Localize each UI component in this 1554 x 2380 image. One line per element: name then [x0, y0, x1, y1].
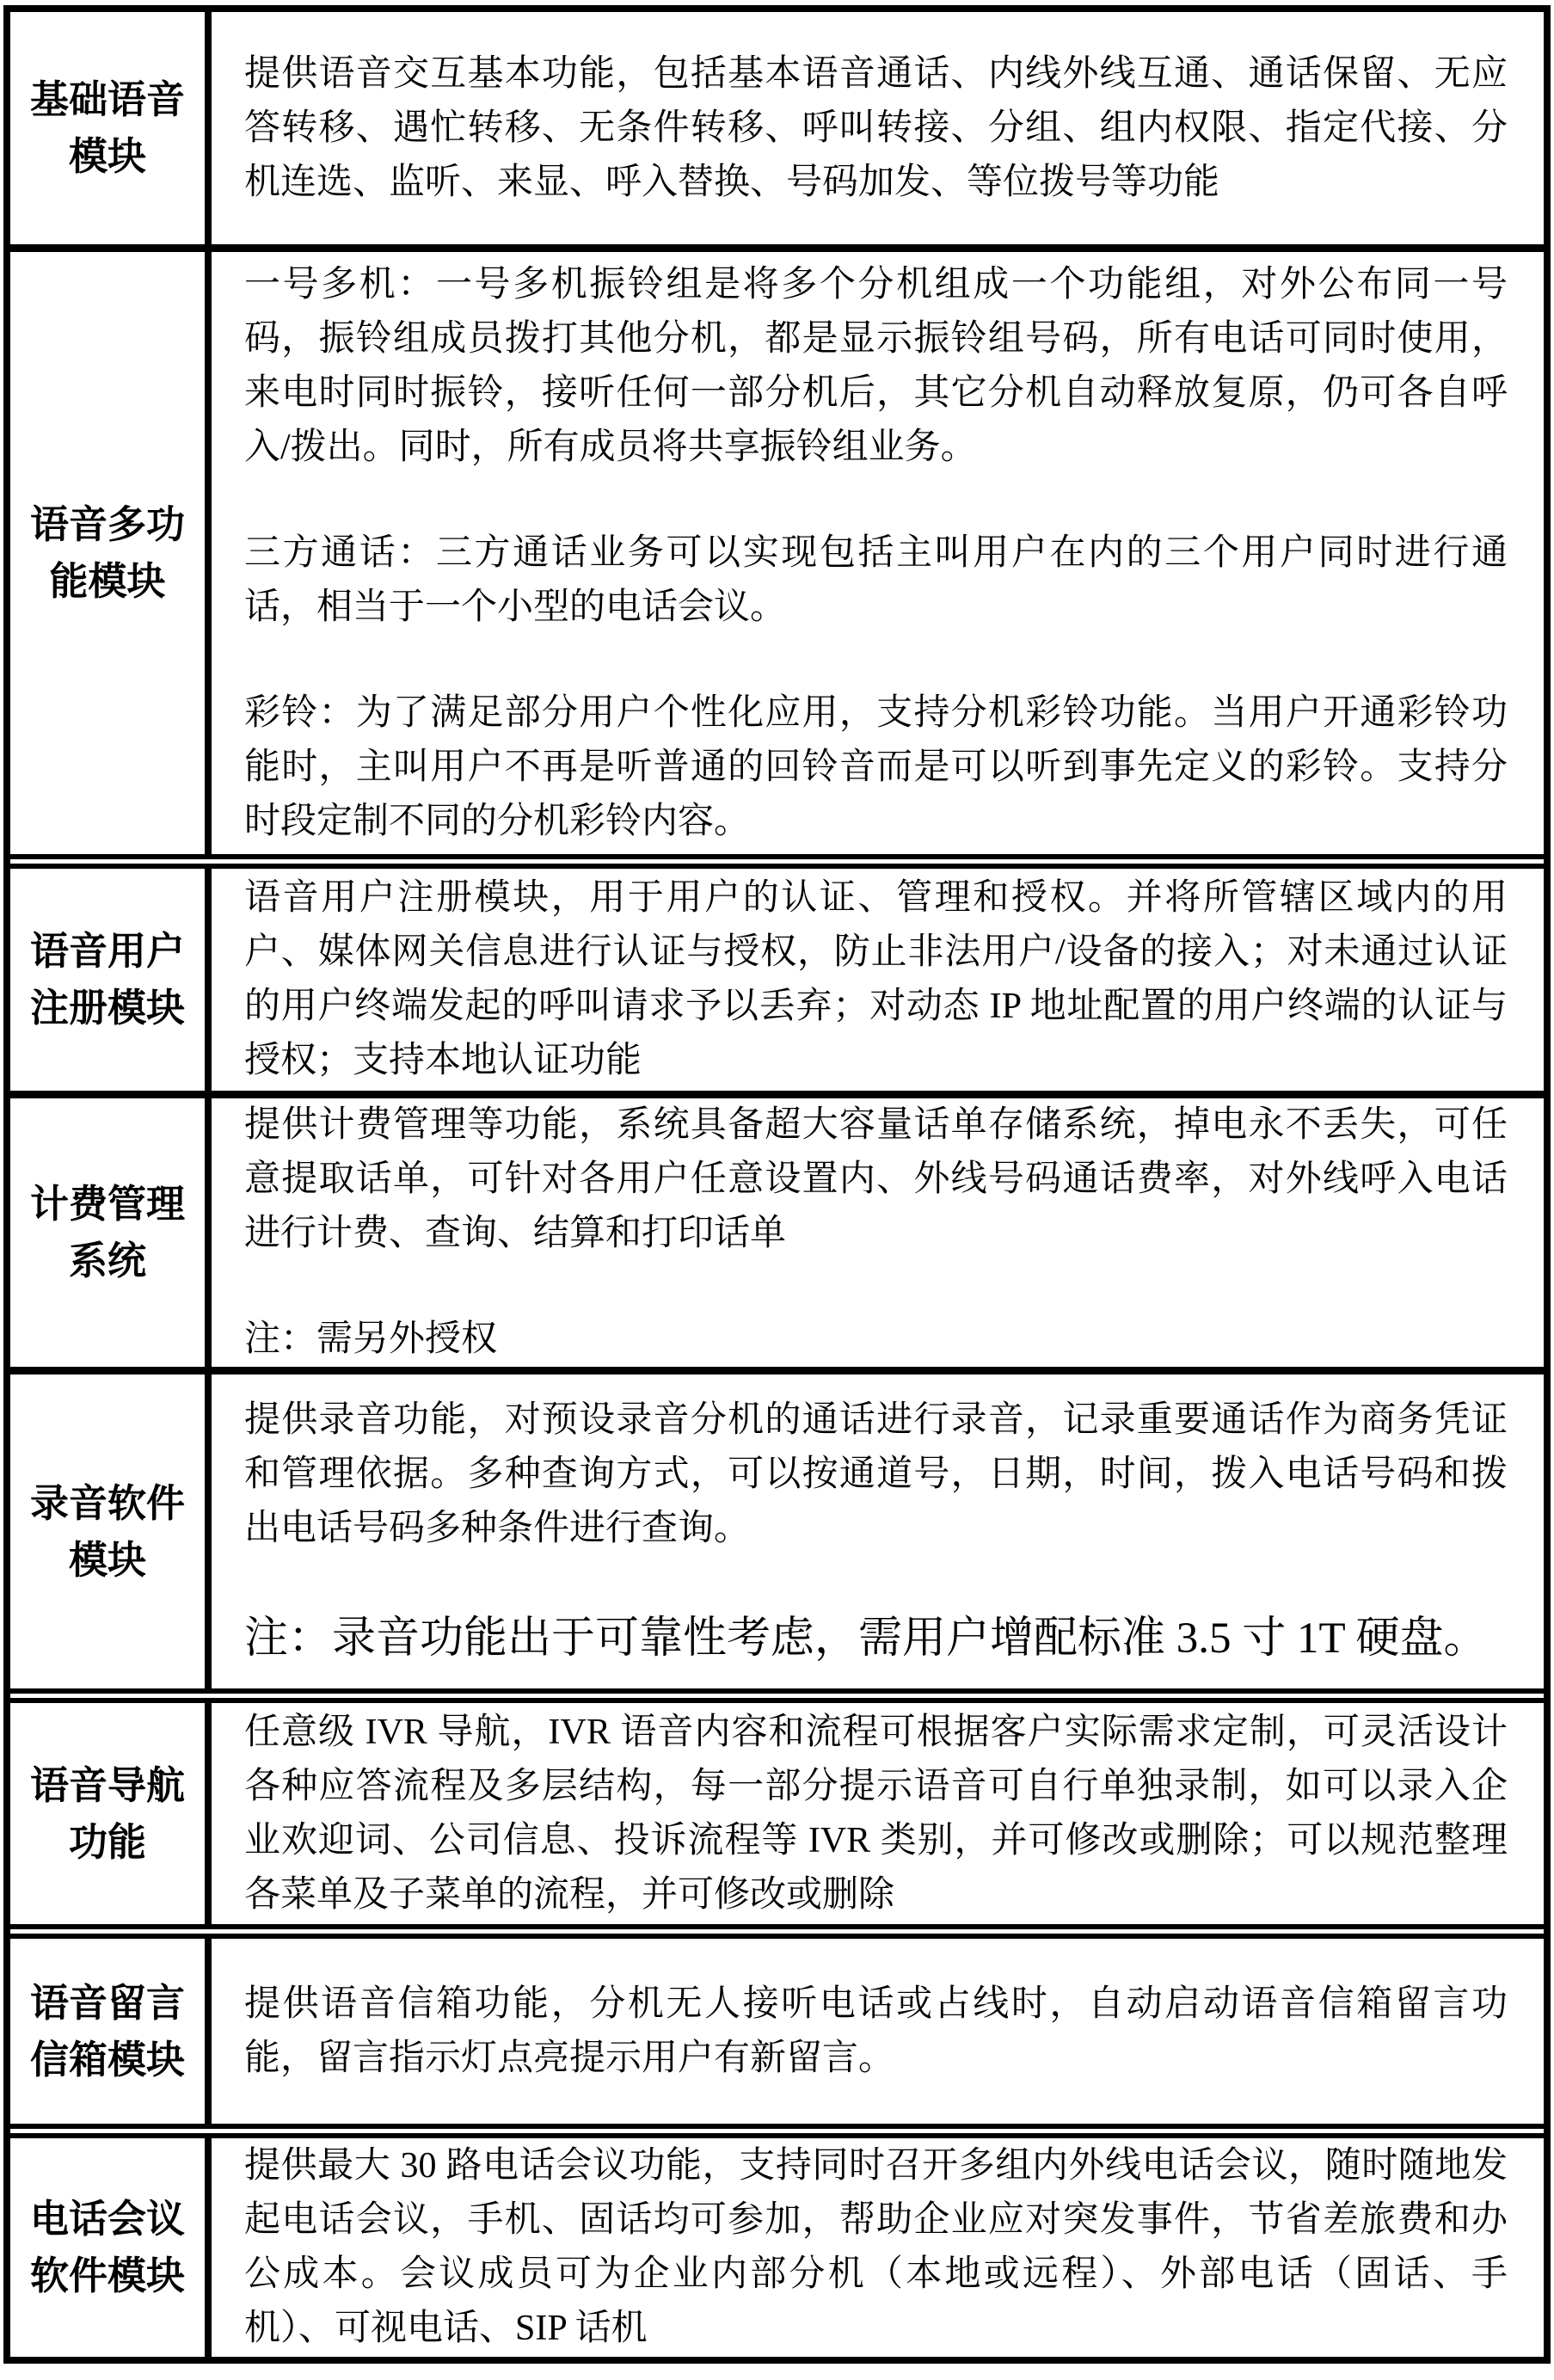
description-paragraph: 一号多机：一号多机振铃组是将多个分机组成一个功能组，对外公布同一号码，振铃组成员拨打其他分机，都是显示振铃组号码，所有电话可同时使用，来电时同时振铃，接听任何一部分机后，其它分机自动释放复原，仍可各自呼入/拨出。同时，所有成员将共享振铃组业务。 [244, 264, 1508, 467]
module-name-line: 系统 [68, 1239, 146, 1282]
description-paragraph: 任意级 IVR 导航，IVR 语音内容和流程可根据客户实际需求定制，可灵活设计各种应答流程及多层结构，每一部分提示语音可自行单独录制，如可以录入企业欢迎词、公司信息、投诉流程等 IVR 类别，并可修改或删除；可以规范整理各菜单及子菜单的流程，并可修改或删除 [244, 1712, 1508, 1915]
description-paragraph: 语音用户注册模块，用于用户的认证、管理和授权。并将所管辖区域内的用户、媒体网关信息进行认证与授权，防止非法用户/设备的接入；对未通过认证的用户终端发起的呼叫请求予以丢弃；对动态 IP 地址配置的用户终端的认证与授权；支持本地认证功能 [244, 878, 1508, 1080]
description-paragraph: 三方通话：三方通话业务可以实现包括主叫用户在内的三个用户同时进行通话，相当于一个小型的电话会议。 [244, 532, 1508, 627]
description-paragraph: 提供语音信箱功能，分机无人接听电话或占线时，自动启动语音信箱留言功能，留言指示灯点亮提示用户有新留言。 [244, 1983, 1508, 2078]
table-row [10, 1367, 1544, 1688]
module-description-cell [212, 1939, 1544, 2124]
module-name-line: 模块 [68, 134, 146, 178]
module-name-line: 计费管理 [29, 1182, 185, 1226]
module-name-line: 软件模块 [29, 2254, 185, 2297]
module-name-line: 功能 [68, 1819, 146, 1864]
table-row [10, 244, 1544, 854]
module-name-cell [10, 869, 212, 1091]
table-row [10, 1091, 1544, 1367]
module-name-line: 语音用户 [29, 929, 185, 973]
table-row [10, 12, 1544, 244]
description-paragraph: 注：录音功能出于可靠性考虑，需用户增配标准 3.5 寸 1T 硬盘。 [244, 1614, 1488, 1663]
module-name-line: 模块 [68, 1537, 146, 1582]
module-name-line: 注册模块 [29, 986, 185, 1030]
module-description-cell [212, 12, 1544, 244]
table-row [10, 854, 1544, 1091]
description-paragraph: 提供最大 30 路电话会议功能，支持同时召开多组内外线电话会议，随时随地发起电话会议，手机、固话均可参加，帮助企业应对突发事件，节省差旅费和办公成本。会议成员可为企业内部分机（本地或远程）、外部电话（固话、手机）、可视电话、SIP 话机 [244, 2146, 1508, 2348]
module-description-cell [212, 252, 1544, 854]
table-row [10, 1924, 1544, 2124]
module-function-table [3, 5, 1551, 2364]
module-name-cell [10, 1939, 212, 2124]
module-name-line: 基础语音 [29, 77, 185, 121]
description-paragraph: 提供计费管理等功能，系统具备超大容量话单存储系统，掉电永不丢失，可任意提取话单，可针对各用户任意设置内、外线号码通话费率，对外线呼入电话进行计费、查询、结算和打印话单 [244, 1105, 1508, 1253]
module-description-cell [212, 1703, 1544, 1924]
module-name-cell [10, 252, 212, 854]
module-name-line: 语音多功 [29, 502, 185, 546]
module-description-cell [212, 1098, 1544, 1367]
module-name-line: 录音软件 [29, 1480, 185, 1525]
module-name-cell [10, 12, 212, 244]
module-name-cell [10, 1374, 212, 1688]
module-description-cell [212, 869, 1544, 1091]
module-name-cell [10, 1098, 212, 1367]
module-name-line: 能模块 [49, 559, 166, 603]
module-name-line: 电话会议 [29, 2197, 185, 2241]
description-paragraph: 彩铃：为了满足部分用户个性化应用，支持分机彩铃功能。当用户开通彩铃功能时，主叫用户不再是听普通的回铃音而是可以听到事先定义的彩铃。支持分时段定制不同的分机彩铃内容。 [244, 692, 1508, 841]
module-name-line: 语音留言 [29, 1980, 185, 2025]
module-name-line: 信箱模块 [29, 2037, 185, 2082]
module-description-cell [212, 2138, 1544, 2357]
table-row [10, 1688, 1544, 1924]
description-paragraph: 提供语音交互基本功能，包括基本语音通话、内线外线互通、通话保留、无应答转移、遇忙转移、无条件转移、呼叫转接、分组、组内权限、指定代接、分机连选、监听、来显、呼入替换、号码加发、等位拨号等功能 [244, 53, 1508, 202]
table-row [10, 2124, 1544, 2357]
module-description-cell [212, 1374, 1544, 1688]
module-name-cell [10, 2138, 212, 2357]
module-name-line: 语音导航 [29, 1762, 185, 1807]
description-paragraph: 提供录音功能，对预设录音分机的通话进行录音，记录重要通话作为商务凭证和管理依据。多种查询方式，可以按通道号，日期，时间，拨入电话号码和拨出电话号码多种条件进行查询。 [244, 1400, 1508, 1548]
module-name-cell [10, 1703, 212, 1924]
description-paragraph: 注：需另外授权 [244, 1319, 498, 1359]
